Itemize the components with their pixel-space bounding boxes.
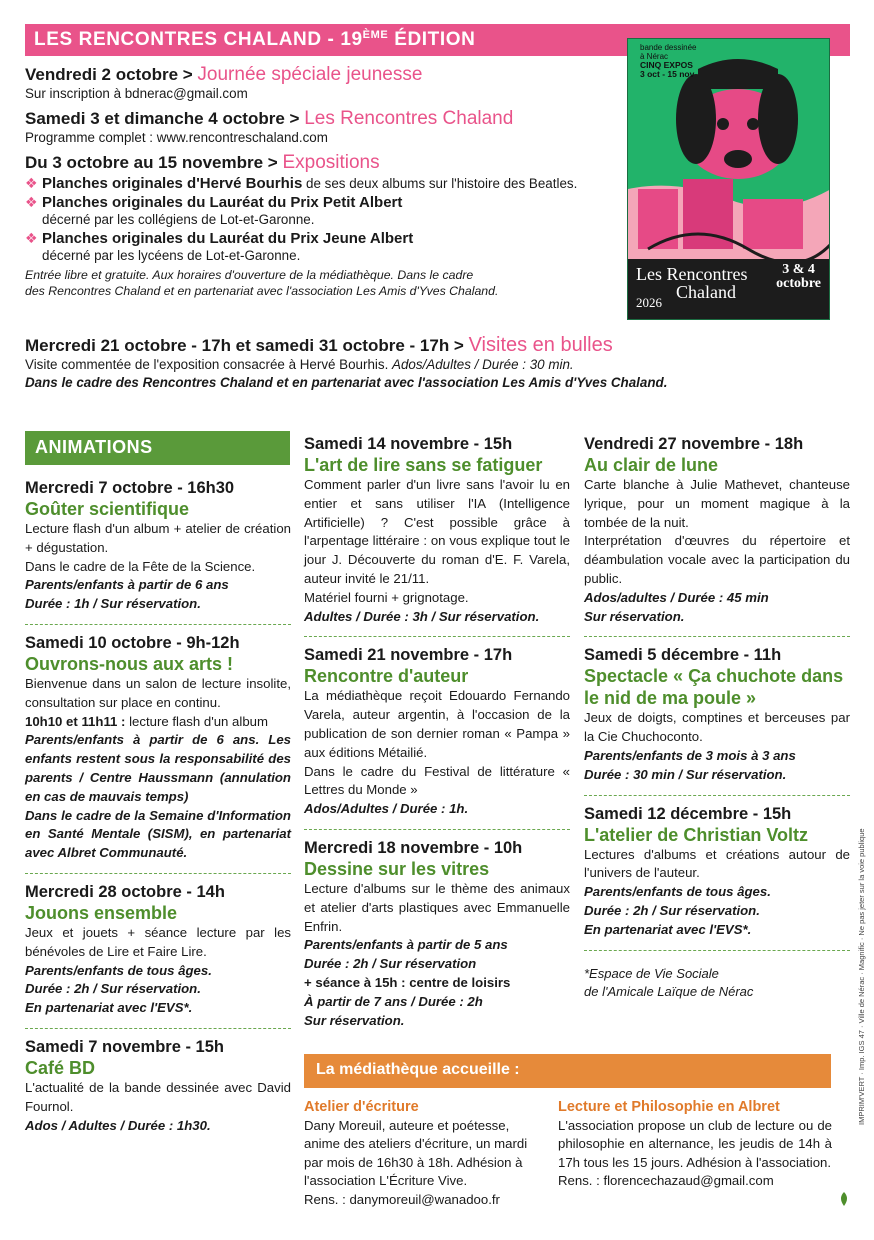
dashed-divider [584,795,850,796]
visites-section: Mercredi 21 octobre - 17h et samedi 31 octobre - 17h > Visites en bulles Visite commentée de l'exposition consacrée à Hervé Bourhis. Ados/Adultes / Durée : 30 min. Dans le cadre des Rencontres Chaland et en partenariat avec l'association Les Amis d'Yves Chaland. [25,335,855,392]
event-heading: Mercredi 21 octobre - 17h et samedi 31 octobre - 17h > Visites en bulles [25,334,613,356]
atelier-ecriture: Atelier d'écriture Dany Moreuil, auteure et poétesse, anime des ateliers d'écriture, un mardi par mois de 16h30 à 18h. Adhésion à l'association L'Écriture Vive. Rens. : danymoreuil@wanadoo.fr [304,1098,542,1209]
diamond-icon: ❖ [25,175,38,191]
dashed-divider [584,950,850,951]
diamond-icon: ❖ [25,194,38,210]
event-heading: Vendredi 2 octobre > Journée spéciale jeunesse [25,64,423,85]
lecture-philosophie: Lecture et Philosophie en Albret L'association propose un club de lecture ou de philosophie en alternance, les jeudis de 14h à 17h tous les 15 jours. Adhésion à l'association. Rens. : florencechazaud@gmail.com [558,1098,832,1191]
evs-footnote: *Espace de Vie Sociale de l'Amicale Laïque de Nérac [584,965,754,999]
poster-header: bande dessinée à Nérac CINQ EXPOS 3 oct - 15 nov [640,43,697,79]
dashed-divider [25,1028,291,1029]
dashed-divider [304,829,570,830]
poster-dates: 3 & 4 octobre [776,262,821,291]
animations-column-3 [584,434,850,1001]
expo-item: ❖ Planches originales du Lauréat du Prix Petit Albert décerné par les collégiens de Lot-et-Garonne. [25,194,403,227]
event-card: Samedi 12 décembre - 15h L'atelier de Christian Voltz Lectures d'albums et créations autour de l'univers de l'auteur. Parents/enfants de tous âges. Durée : 2h / Sur réservation. En partenariat avec l'EVS*. [584,804,850,937]
animations-column-1 [25,478,291,1141]
animations-banner: ANIMATIONS [25,431,290,465]
expo-note: Entrée libre et gratuite. Aux horaires d'ouverture de la médiathèque. Dans le cadre des Rencontres Chaland et en partenariat avec l'association Les Amis d'Yves Chaland. [25,268,499,298]
expo-item: ❖ Planches originales du Lauréat du Prix Jeune Albert décerné par les lycéens de Lot-et-Garonne. [25,230,414,263]
event-card: Mercredi 28 octobre - 14h Jouons ensemble Jeux et jouets + séance lecture par les bénévoles de Lire et Faire Lire. Parents/enfants de tous âges. Durée : 2h / Sur réservation. En partenariat avec l'EVS*. [25,882,291,1016]
dashed-divider [584,636,850,637]
contact-email[interactable]: Rens. : danymoreuil@wanadoo.fr [304,1191,500,1207]
expo-item: ❖ Planches originales d'Hervé Bourhis de ses deux albums sur l'histoire des Beatles. [25,175,578,192]
event-card: Mercredi 18 novembre - 10h Dessine sur les vitres Lecture d'albums sur le thème des animaux et atelier d'arts plastiques avec Emmanuelle Enfrin. Parents/enfants à partir de 5 ans Durée : 2h / Sur réservation + séance à 15h : centre de loisirs À partir de 7 ans / Durée : 2h Sur réservation. [304,838,570,1028]
leaf-icon [838,1192,850,1206]
event-subtitle: Programme complet : www.rencontreschaland.com [25,130,328,145]
contact-email[interactable]: Rens. : florencechazaud@gmail.com [558,1173,774,1189]
event-card: Samedi 10 octobre - 9h-12h Ouvrons-nous aux arts ! Bienvenue dans un salon de lecture insolite, consultation sur place en continu. 10h10 et 11h11 : lecture flash d'un album Parents/enfants à partir de 6 ans. Les enfants restent sous la responsabilité des parents / Centre Haussmann (annulation en cas de mauvais temps) Dans le cadre de la Semaine d'Information en Santé Mentale (SISM), en partenariat avec Albret Communauté. [25,633,291,861]
event-card: Vendredi 27 novembre - 18h Au clair de lune Carte blanche à Julie Mathevet, chanteuse lyrique, pour un moment magique à la tombée de la nuit. Interprétation d'œuvres du répertoire et déambulation vocale avec la participation du public. Ados/adultes / Durée : 45 min Sur réservation. [584,435,850,624]
event-heading: Samedi 3 et dimanche 4 octobre > Les Rencontres Chaland [25,108,514,129]
poster-footer: Les Rencontres Chaland 2026 3 & 4 octobre [628,259,829,319]
event-card: Samedi 14 novembre - 15h L'art de lire sans se fatiguer Comment parler d'un livre sans l'avoir lu en entier et sans utiliser l'IA (Intelligence Artificielle) ? C'est possible grâce à l'arpentage littéraire : on vous explique tout le jour J. Découverte du roman d'E. F. Varela, auteur invité le 21/11. Matériel fourni + grignotage. Adultes / Durée : 3h / Sur réservation. [304,435,570,624]
event-card: Samedi 5 décembre - 11h Spectacle « Ça chuchote dans le nid de ma poule » Jeux de doigts, comptines et berceuses par la Cie Chuchoconto. Parents/enfants de 3 mois à 3 ans Durée : 30 min / Sur réservation. [584,646,850,782]
event-subtitle: Sur inscription à bdnerac@gmail.com [25,86,248,101]
imprint-text: IMPRIM'VERT · Imp. IGS 47 · Ville de Nérac · Magnific · Ne pas jeter sur la voie publique [857,828,866,1125]
event-card: Samedi 21 novembre - 17h Rencontre d'auteur La médiathèque reçoit Edouardo Fernando Varela, auteur argentin, à l'occasion de la publication de son dernier roman « Pampa » aux éditions Métailié. Dans le cadre du Festival de littérature « Lettres du Monde » Ados/Adultes / Durée : 1h. [304,646,570,817]
event-card: Mercredi 7 octobre - 16h30 Goûter scientifique Lecture flash d'un album + atelier de création + dégustation. Dans le cadre de la Fête de la Science. Parents/enfants à partir de 6 ans Durée : 1h / Sur réservation. [25,479,291,612]
dashed-divider [25,624,291,625]
dashed-divider [25,873,291,874]
diamond-icon: ❖ [25,230,38,246]
mediatheque-banner: La médiathèque accueille : [304,1054,831,1088]
dashed-divider [304,636,570,637]
edition-banner: LES RENCONTRES CHALAND - 19ÈME ÉDITION [25,24,850,56]
event-card: Samedi 7 novembre - 15h Café BD L'actualité de la bande dessinée avec David Fournol. Ados / Adultes / Durée : 1h30. [25,1037,291,1133]
top-events [25,64,625,299]
festival-poster [627,38,830,320]
animations-column-2 [304,434,570,1036]
event-heading: Du 3 octobre au 15 novembre > Expositions [25,152,380,173]
